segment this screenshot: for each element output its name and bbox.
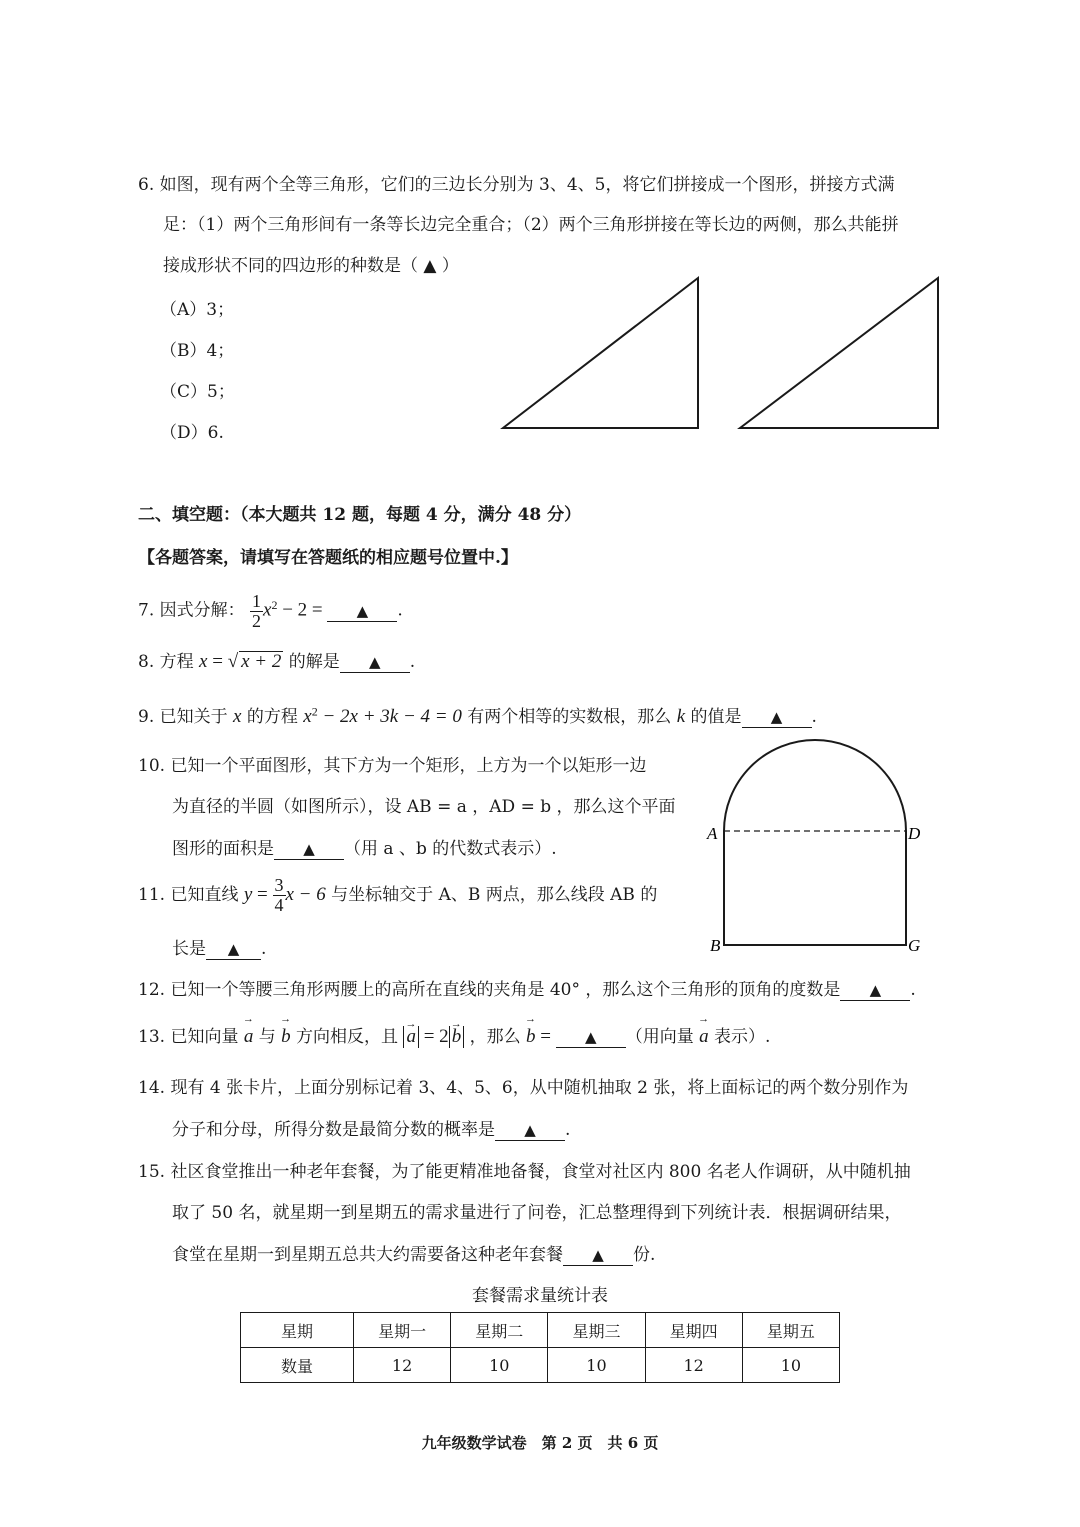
triangle-right — [740, 278, 938, 428]
label-g: G — [908, 936, 921, 955]
abs-b: → b — [449, 1026, 465, 1048]
answer-blank: ▲ — [274, 839, 344, 860]
q6-line1: 6. 如图，现有两个全等三角形，它们的三边长分别为 3、4、5，将它们拼接成一个图形，拼接方式满 — [138, 175, 895, 195]
answer-blank: ▲ — [840, 980, 910, 1001]
q6-option-d: （D）6. — [160, 423, 224, 443]
table-cell: 数量 — [241, 1348, 354, 1383]
q6-option-b: （B）4； — [160, 341, 235, 361]
q11-line2: 长是 ▲ . — [172, 939, 267, 959]
table-header-row — [241, 1313, 840, 1348]
q10-line3: 图形的面积是 ▲ （用 a 、b 的代数式表示）. — [172, 839, 557, 859]
q15-line3: 食堂在星期一到星期五总共大约需要备这种老年套餐 ▲ 份. — [172, 1245, 656, 1265]
table-cell: 星期五 — [742, 1313, 839, 1348]
q10-figure — [700, 725, 940, 965]
q14-line2: 分子和分母，所得分数是最简分数的概率是 ▲ . — [172, 1120, 571, 1140]
q6-line2: 足：（1）两个三角形间有一条等长边完全重合；（2）两个三角形拼接在等长边的两侧，那么共能拼 — [163, 215, 899, 235]
rectangle — [724, 831, 906, 945]
table-cell: 10 — [548, 1348, 645, 1383]
q14-line1: 14. 现有 4 张卡片，上面分别标记着 3、4、5、6，从中随机抽取 2 张，将上面标记的两个数分别作为 — [138, 1078, 909, 1098]
table-cell: 星期 — [241, 1313, 354, 1348]
section2-title: 二、填空题：（本大题共 12 题，每题 4 分，满分 48 分） — [138, 505, 582, 525]
answer-blank: ▲ — [563, 1245, 633, 1266]
table-cell: 星期四 — [645, 1313, 742, 1348]
abs-a: → a — [403, 1026, 419, 1048]
q6-option-a: （A）3； — [160, 300, 235, 320]
table-cell: 星期二 — [451, 1313, 548, 1348]
label-d: D — [908, 824, 921, 843]
label-b: B — [710, 936, 721, 955]
table-cell: 12 — [354, 1348, 451, 1383]
q7-fraction: $\frac{1}{2}$ — [252, 590, 262, 631]
triangle-left — [503, 278, 698, 428]
q9: 9. 已知关于 x 的方程 $x^2 - 2x + 3k - 4 = 0$ 有两个相等的实数根，那么 k 的值是 ▲ . — [138, 704, 817, 727]
answer-blank: ▲ — [742, 707, 812, 728]
demand-table — [240, 1312, 840, 1383]
q11-fraction: $\frac{3}{4}$ — [274, 875, 284, 915]
q8-radical: x + 2 — [241, 651, 282, 672]
q12: 12. 已知一个等腰三角形两腰上的高所在直线的夹角是 40° ，那么这个三角形的顶角的度数是 ▲ . — [138, 980, 916, 1000]
table-row — [241, 1348, 840, 1383]
q10-line2: 为直径的半圆（如图所示），设 AB = a ，AD = b ，那么这个平面 — [172, 797, 676, 817]
q8: 8. 方程 x = √ x + 2 的解是 ▲ . — [138, 651, 416, 672]
answer-blank: ▲ — [340, 652, 410, 673]
q15-line1: 15. 社区食堂推出一种老年套餐，为了能更精准地备餐，食堂对社区内 800 名老人作调研，从中随机抽 — [138, 1162, 911, 1182]
q6-option-c: （C）5； — [160, 382, 235, 402]
table-cell: 星期一 — [354, 1313, 451, 1348]
q15-line2: 取了 50 名，就星期一到星期五的需求量进行了问卷，汇总整理得到下列统计表．根据调研结果， — [172, 1203, 902, 1223]
answer-blank: ▲ — [495, 1120, 565, 1141]
table-title: 套餐需求量统计表 — [472, 1286, 608, 1306]
q6-triangles-figure — [495, 270, 950, 440]
table-cell: 10 — [451, 1348, 548, 1383]
section2-note: 【各题答案，请填写在答题纸的相应题号位置中.】 — [138, 548, 518, 568]
table-cell: 星期三 — [548, 1313, 645, 1348]
answer-blank: ▲ — [206, 939, 261, 960]
q13: 13. 已知向量 → a 与 → b 方向相反，且 → a = 2→ b ，那么 → b = ▲ （用向量 → a 表示）. — [138, 1022, 770, 1048]
q11-line1: 11. 已知直线 y = $\frac{3}{4}$ x − 6 与坐标轴交于 A、B 两点，那么线段 AB 的 — [138, 875, 658, 915]
answer-blank: ▲ — [327, 601, 397, 622]
answer-blank: ▲ — [556, 1027, 626, 1048]
q10-line1: 10. 已知一个平面图形，其下方为一个矩形，上方为一个以矩形一边 — [138, 756, 647, 776]
page-footer: 九年级数学试卷 第 2 页 共 6 页 — [421, 1434, 659, 1452]
q6-line3: 接成形状不同的四边形的种数是（ ▲ ） — [163, 256, 459, 276]
q7: 7. 因式分解： $\frac{1}{2}$ $x^2 - 2$ = ▲ . — [138, 590, 403, 631]
table-cell: 12 — [645, 1348, 742, 1383]
label-a: A — [707, 824, 718, 843]
semicircle — [724, 740, 906, 831]
table-cell: 10 — [742, 1348, 839, 1383]
